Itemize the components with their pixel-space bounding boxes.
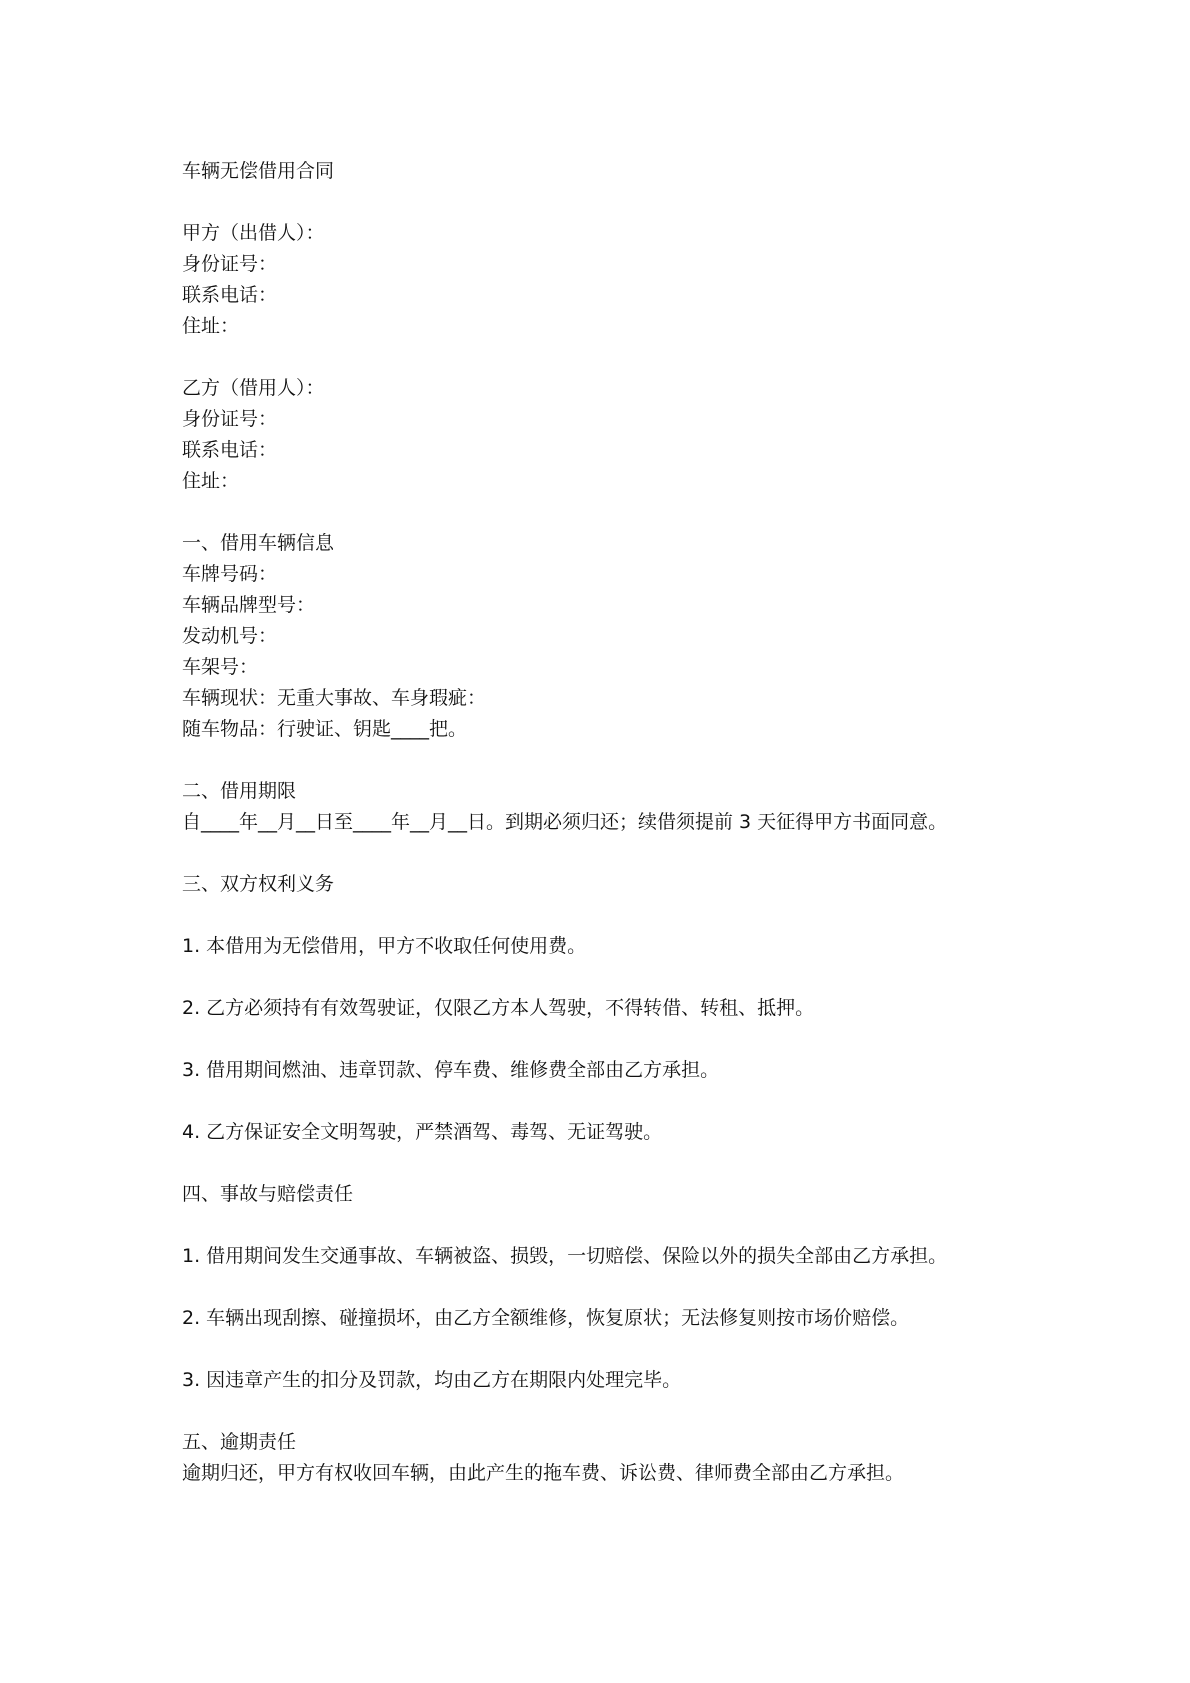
spacer xyxy=(182,1334,1082,1365)
spacer xyxy=(182,1024,1082,1055)
items-line: 随车物品：行驶证、钥匙____把。 xyxy=(182,718,468,740)
party-a-id-label: 身份证号： xyxy=(182,253,278,275)
section-liability xyxy=(182,1179,1082,1396)
party-a-heading: 甲方（出借人）： xyxy=(182,222,325,244)
party-a-phone-label: 联系电话： xyxy=(182,284,278,306)
section-rights-obligations xyxy=(182,869,1082,1148)
spacer xyxy=(182,187,1082,218)
clause-item: 2. 乙方必须持有有效驾驶证，仅限乙方本人驾驶，不得转借、转租、抵押。 xyxy=(182,997,815,1019)
clause-item: 4. 乙方保证安全文明驾驶，严禁酒驾、毒驾、无证驾驶。 xyxy=(182,1121,663,1143)
condition-line: 车辆现状：无重大事故、车身瑕疵： xyxy=(182,687,487,709)
engine-label: 发动机号： xyxy=(182,625,278,647)
contract-page xyxy=(182,156,1082,1489)
spacer xyxy=(182,900,1082,931)
clause-item: 2. 车辆出现刮擦、碰撞损坏，由乙方全额维修，恢复原状；无法修复则按市场价赔偿。 xyxy=(182,1307,910,1329)
party-a-address-label: 住址： xyxy=(182,315,240,337)
overdue-text: 逾期归还，甲方有权收回车辆，由此产生的拖车费、诉讼费、律师费全部由乙方承担。 xyxy=(182,1462,905,1484)
section-overdue xyxy=(182,1427,1082,1489)
section-heading: 四、事故与赔偿责任 xyxy=(182,1183,354,1205)
spacer xyxy=(182,1272,1082,1303)
section-heading: 三、双方权利义务 xyxy=(182,873,335,895)
spacer xyxy=(182,497,1082,528)
clause-item: 1. 本借用为无偿借用，甲方不收取任何使用费。 xyxy=(182,935,587,957)
clause-item: 1. 借用期间发生交通事故、车辆被盗、损毁，一切赔偿、保险以外的损失全部由乙方承担。 xyxy=(182,1245,948,1267)
clause-item: 3. 因违章产生的扣分及罚款，均由乙方在期限内处理完毕。 xyxy=(182,1369,682,1391)
spacer xyxy=(182,962,1082,993)
spacer xyxy=(182,838,1082,869)
spacer xyxy=(182,1210,1082,1241)
spacer xyxy=(182,745,1082,776)
party-b-id-label: 身份证号： xyxy=(182,408,278,430)
spacer xyxy=(182,1086,1082,1117)
section-heading: 五、逾期责任 xyxy=(182,1431,297,1453)
party-a-block xyxy=(182,218,1082,342)
brand-model-label: 车辆品牌型号： xyxy=(182,594,316,616)
section-term xyxy=(182,776,1082,838)
term-text: 自____年__月__日至____年__月__日。到期必须归还；续借须提前 3 天征得甲方书面同意。 xyxy=(182,811,948,833)
party-b-address-label: 住址： xyxy=(182,470,240,492)
section-vehicle-info xyxy=(182,528,1082,745)
spacer xyxy=(182,1396,1082,1427)
section-heading: 一、借用车辆信息 xyxy=(182,532,335,554)
spacer xyxy=(182,1148,1082,1179)
party-b-phone-label: 联系电话： xyxy=(182,439,278,461)
clause-item: 3. 借用期间燃油、违章罚款、停车费、维修费全部由乙方承担。 xyxy=(182,1059,720,1081)
frame-label: 车架号： xyxy=(182,656,259,678)
plate-label: 车牌号码： xyxy=(182,563,278,585)
document-title: 车辆无偿借用合同 xyxy=(182,160,335,182)
spacer xyxy=(182,342,1082,373)
party-b-block xyxy=(182,373,1082,497)
party-b-heading: 乙方（借用人）： xyxy=(182,377,325,399)
section-heading: 二、借用期限 xyxy=(182,780,297,802)
